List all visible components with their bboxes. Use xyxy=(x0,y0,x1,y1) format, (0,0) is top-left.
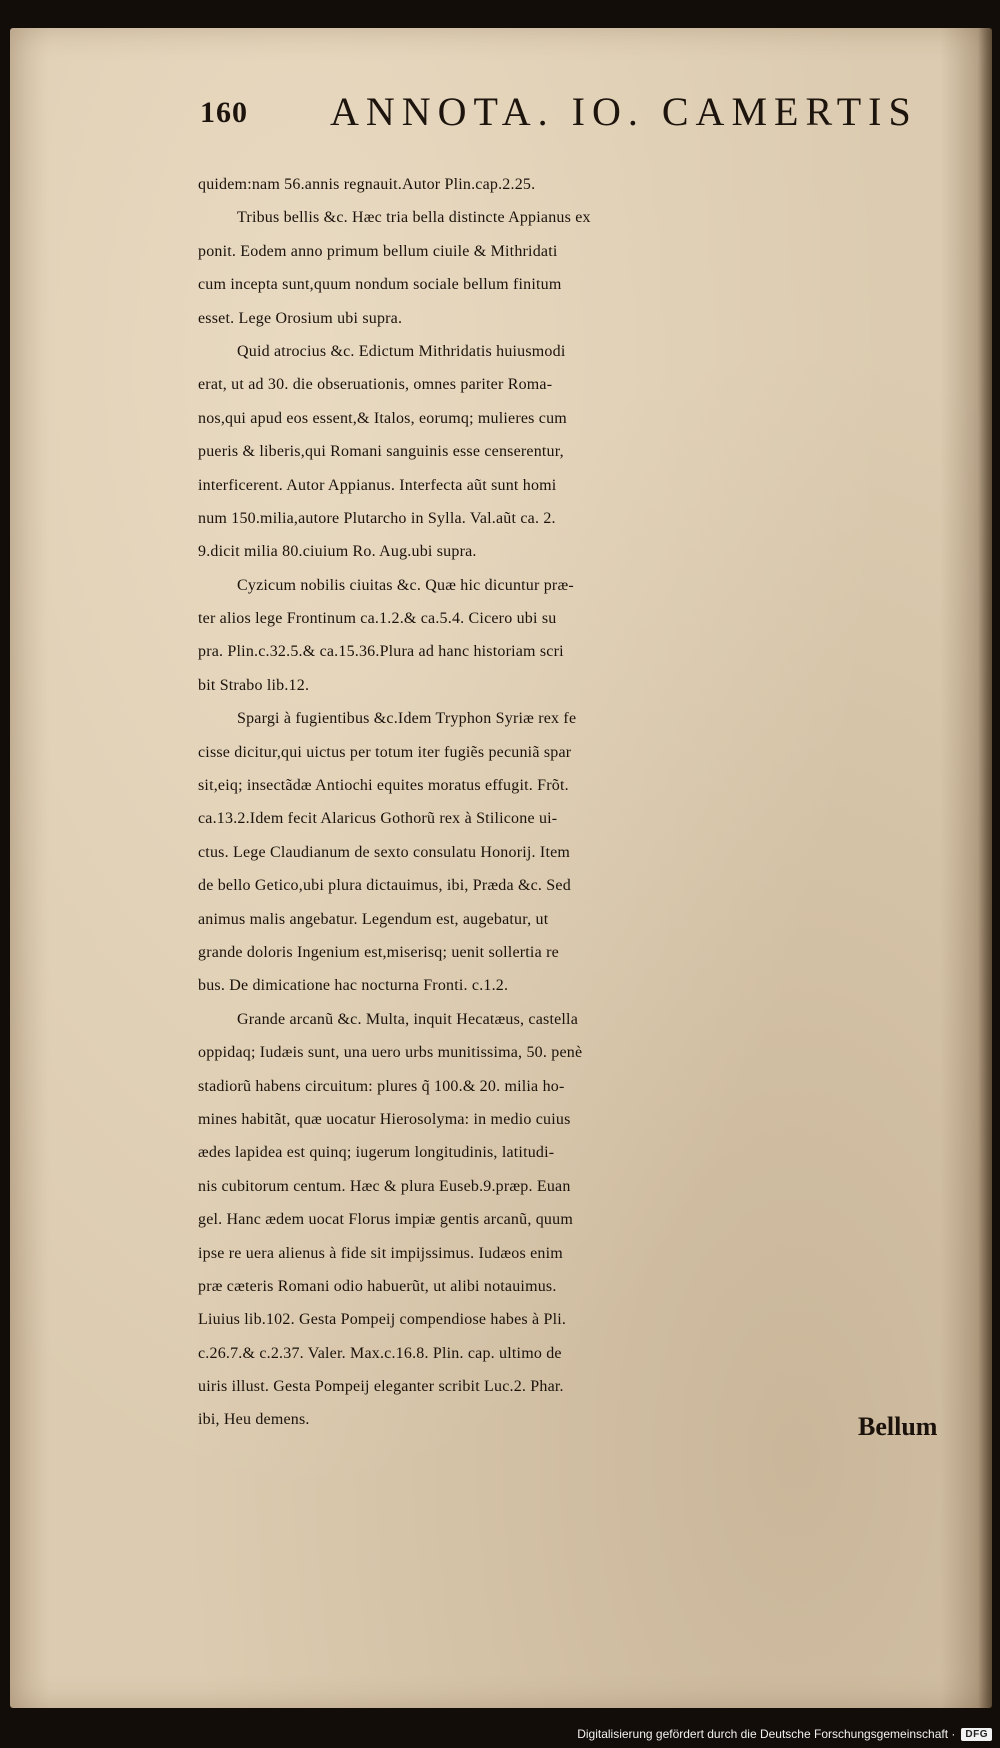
text-line: nos,qui apud eos essent,& Italos, eorumq; mulieres cum xyxy=(198,409,567,427)
text-line: animus malis angebatur. Legendum est, augebatur, ut xyxy=(198,910,549,928)
text-line: pra. Plin.c.32.5.& ca.15.36.Plura ad hanc historiam scri xyxy=(198,643,564,661)
credit-text: Digitalisierung gefördert durch die Deutsche Forschungsgemeinschaft · xyxy=(577,1727,956,1741)
page-edge-shadow xyxy=(978,28,992,1708)
text-line: bit Strabo lib.12. xyxy=(198,676,310,694)
text-line: bus. De dimicatione hac nocturna Fronti. c.1.2. xyxy=(198,977,509,995)
text-line: ipse re uera alienus à fide sit impijssimus. Iudæos enim xyxy=(198,1244,563,1262)
text-line: num 150.milia,autore Plutarcho in Sylla. Val.aũt ca. 2. xyxy=(198,509,556,527)
text-line: ca.13.2.Idem fecit Alaricus Gothorũ rex à Stilicone ui- xyxy=(198,810,558,828)
text-line: pueris & liberis,qui Romani sanguinis esse censerentur, xyxy=(198,443,564,461)
text-line: præ cæteris Romani odio habuerũt, ut alibi notauimus. xyxy=(198,1277,557,1295)
text-line: stadiorũ habens circuitum: plures q̃ 100.& 20. milia ho- xyxy=(198,1077,565,1095)
text-line: de bello Getico,ubi plura dictauimus, ibi, Præda &c. Sed xyxy=(198,877,571,895)
text-line: Quid atrocius &c. Edictum Mithridatis huiusmodi xyxy=(237,342,566,360)
text-line: cisse dicitur,qui uictus per totum iter fugiẽs pecuniã spar xyxy=(198,743,572,761)
text-line: gel. Hanc ædem uocat Florus impiæ gentis arcanũ, quum xyxy=(198,1211,573,1229)
page-number: 160 xyxy=(200,96,248,129)
text-line: ponit. Eodem anno primum bellum ciuile & Mithridati xyxy=(198,242,558,260)
text-line: cum incepta sunt,quum nondum sociale bellum finitum xyxy=(198,276,562,294)
text-line: 9.dicit milia 80.ciuium Ro. Aug.ubi supra. xyxy=(198,543,477,561)
text-line: Tribus bellis &c. Hæc tria bella distincte Appianus ex xyxy=(237,209,591,227)
text-line: c.26.7.& c.2.37. Valer. Max.c.16.8. Plin. cap. ultimo de xyxy=(198,1344,562,1362)
text-line: erat, ut ad 30. die obseruationis, omnes pariter Roma- xyxy=(198,376,553,394)
page-header xyxy=(200,88,920,138)
text-line: interficerent. Autor Appianus. Interfecta aũt sunt homi xyxy=(198,476,557,494)
text-line: Spargi à fugientibus &c.Idem Tryphon Syriæ rex fe xyxy=(237,710,577,728)
text-line: ter alios lege Frontinum ca.1.2.& ca.5.4. Cicero ubi su xyxy=(198,610,557,628)
text-line: uiris illust. Gesta Pompeij eleganter scribit Luc.2. Phar. xyxy=(198,1378,564,1396)
text-line: Liuius lib.102. Gesta Pompeij compendiose habes à Pli. xyxy=(198,1311,567,1329)
text-line: ædes lapidea est quinq; iugerum longitudinis, latitudi- xyxy=(198,1144,555,1162)
text-line: quidem:nam 56.annis regnauit.Autor Plin.cap.2.25. xyxy=(198,176,536,193)
text-line: esset. Lege Orosium ubi supra. xyxy=(198,309,403,327)
text-line: ctus. Lege Claudianum de sexto consulatu Honorij. Item xyxy=(198,843,571,861)
catchword: Bellum xyxy=(858,1412,938,1441)
text-line: oppidaq; Iudæis sunt, una uero urbs munitissima, 50. penè xyxy=(198,1044,583,1062)
text-line: Grande arcanũ &c. Multa, inquit Hecatæus, castella xyxy=(237,1010,578,1028)
text-line: sit,eiq; insectãdæ Antiochi equites moratus effugit. Frõt. xyxy=(198,777,569,795)
text-line: mines habitãt, quæ uocatur Hierosolyma: in medio cuius xyxy=(198,1110,571,1128)
running-title: ANNOTA. IO. CAMERTIS xyxy=(330,89,918,134)
dfg-logo-icon: DFG xyxy=(961,1728,992,1741)
text-line: nis cubitorum centum. Hæc & plura Euseb.9.præp. Euan xyxy=(198,1177,571,1195)
digitization-credit xyxy=(577,1724,992,1744)
body-text xyxy=(198,168,958,1437)
text-line: ibi, Heu demens. xyxy=(198,1411,310,1429)
text-line: grande doloris Ingenium est,miserisq; uenit sollertia re xyxy=(198,943,559,961)
text-line: Cyzicum nobilis ciuitas &c. Quæ hic dicuntur præ- xyxy=(237,576,574,594)
